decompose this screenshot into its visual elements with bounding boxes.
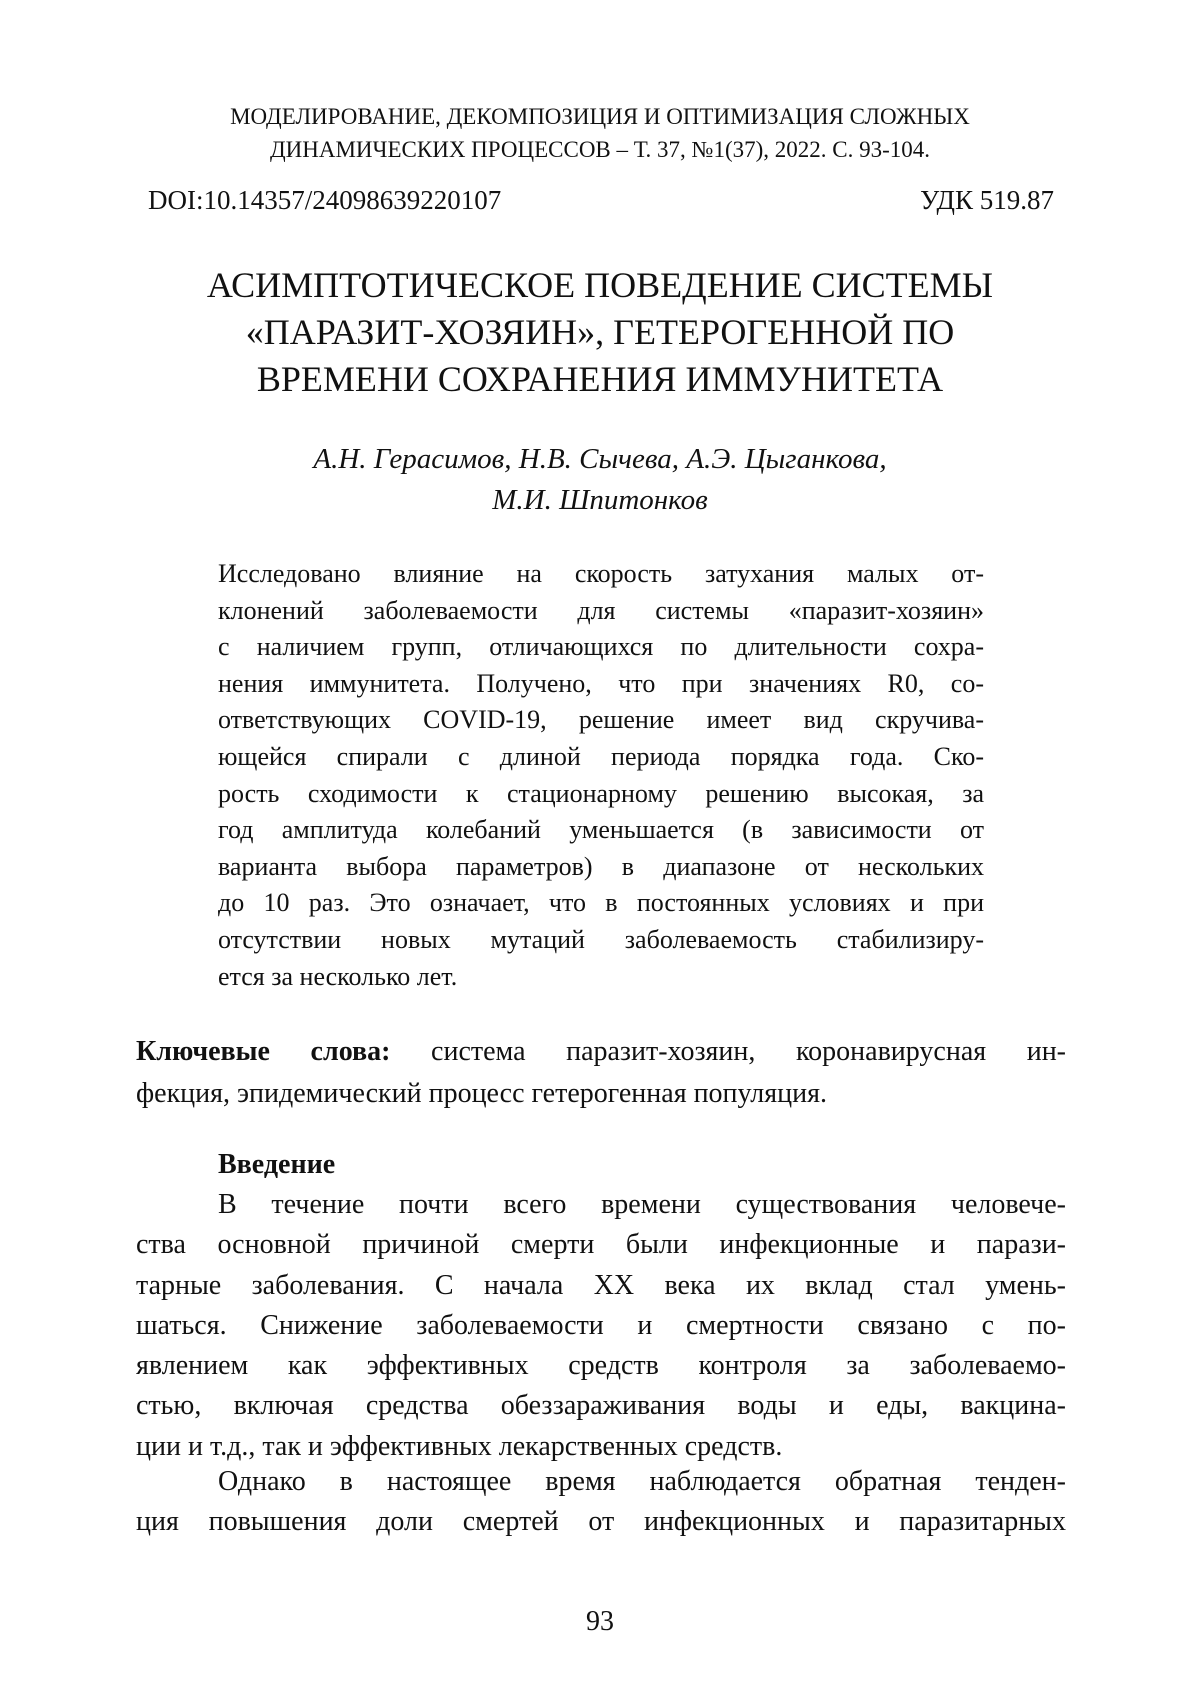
title-line: «ПАРАЗИТ-ХОЗЯИН», ГЕТЕРОГЕННОЙ ПО: [0, 309, 1200, 356]
paragraph-line: явлением как эффективных средств контроля за заболеваемо-: [136, 1346, 1066, 1386]
paragraph-line: В течение почти всего времени существования человече-: [136, 1185, 1066, 1225]
paper-title: [0, 262, 1200, 403]
authors-line: А.Н. Герасимов, Н.В. Сычева, А.Э. Цыганкова,: [0, 439, 1200, 480]
title-line: ВРЕМЕНИ СОХРАНЕНИЯ ИММУНИТЕТА: [0, 356, 1200, 403]
abstract-line: отсутствии новых мутаций заболеваемость стабилизиру-: [218, 922, 984, 959]
abstract-line: с наличием групп, отличающихся по длительности сохра-: [218, 629, 984, 666]
keywords-text: система паразит-хозяин, коронавирусная ин-: [390, 1036, 1066, 1067]
keywords-line-2: фекция, эпидемический процесс гетерогенная популяция.: [136, 1073, 1066, 1115]
abstract-line: варианта выбора параметров) в диапазоне от нескольких: [218, 849, 984, 886]
paragraph-line: ции и т.д., так и эффективных лекарственных средств.: [136, 1427, 1066, 1467]
abstract-line: до 10 раз. Это означает, что в постоянных условиях и при: [218, 885, 984, 922]
title-line: АСИМПТОТИЧЕСКОЕ ПОВЕДЕНИЕ СИСТЕМЫ: [0, 262, 1200, 309]
doi-udk-row: [148, 183, 1054, 217]
authors-line: М.И. Шпитонков: [0, 480, 1200, 521]
paragraph-line: Однако в настоящее время наблюдается обратная тенден-: [136, 1462, 1066, 1502]
keywords-line-1: [136, 1031, 1066, 1073]
journal-header-line-2: ДИНАМИЧЕСКИХ ПРОЦЕССОВ – Т. 37, №1(37), 2022. С. 93-104.: [0, 133, 1200, 166]
abstract-line: ответствующих COVID-19, решение имеет вид скручива-: [218, 702, 984, 739]
doi: DOI:10.14357/24098639220107: [148, 183, 501, 217]
abstract-line: ющейся спирали с длиной периода порядка года. Ско-: [218, 739, 984, 776]
journal-header: [0, 100, 1200, 166]
paragraph: [136, 1462, 1066, 1543]
abstract-line: год амплитуда колебаний уменьшается (в зависимости от: [218, 812, 984, 849]
paragraph-line: тарные заболевания. С начала XX века их вклад стал умень-: [136, 1266, 1066, 1306]
abstract-line: клонений заболеваемости для системы «паразит-хозяин»: [218, 593, 984, 630]
journal-header-line-1: МОДЕЛИРОВАНИЕ, ДЕКОМПОЗИЦИЯ И ОПТИМИЗАЦИЯ СЛОЖНЫХ: [0, 100, 1200, 133]
keywords: [136, 1031, 1066, 1115]
abstract-line: Исследовано влияние на скорость затухания малых от-: [218, 556, 984, 593]
paragraph-line: ства основной причиной смерти были инфекционные и парази-: [136, 1225, 1066, 1265]
paragraph-line: ция повышения доли смертей от инфекционных и паразитарных: [136, 1502, 1066, 1542]
udk: УДК 519.87: [920, 183, 1054, 217]
section-heading-introduction: Введение: [218, 1147, 335, 1183]
page-number: 93: [0, 1604, 1200, 1640]
paragraph: [136, 1185, 1066, 1467]
paragraph-line: шаться. Снижение заболеваемости и смертности связано с по-: [136, 1306, 1066, 1346]
authors: [0, 439, 1200, 521]
abstract-line: нения иммунитета. Получено, что при значениях R0, со-: [218, 666, 984, 703]
keywords-label: Ключевые слова:: [136, 1036, 390, 1067]
paragraph-line: стью, включая средства обеззараживания воды и еды, вакцина-: [136, 1386, 1066, 1426]
abstract-line: ется за несколько лет.: [218, 959, 984, 996]
abstract: [218, 556, 984, 995]
abstract-line: рость сходимости к стационарному решению высокая, за: [218, 776, 984, 813]
